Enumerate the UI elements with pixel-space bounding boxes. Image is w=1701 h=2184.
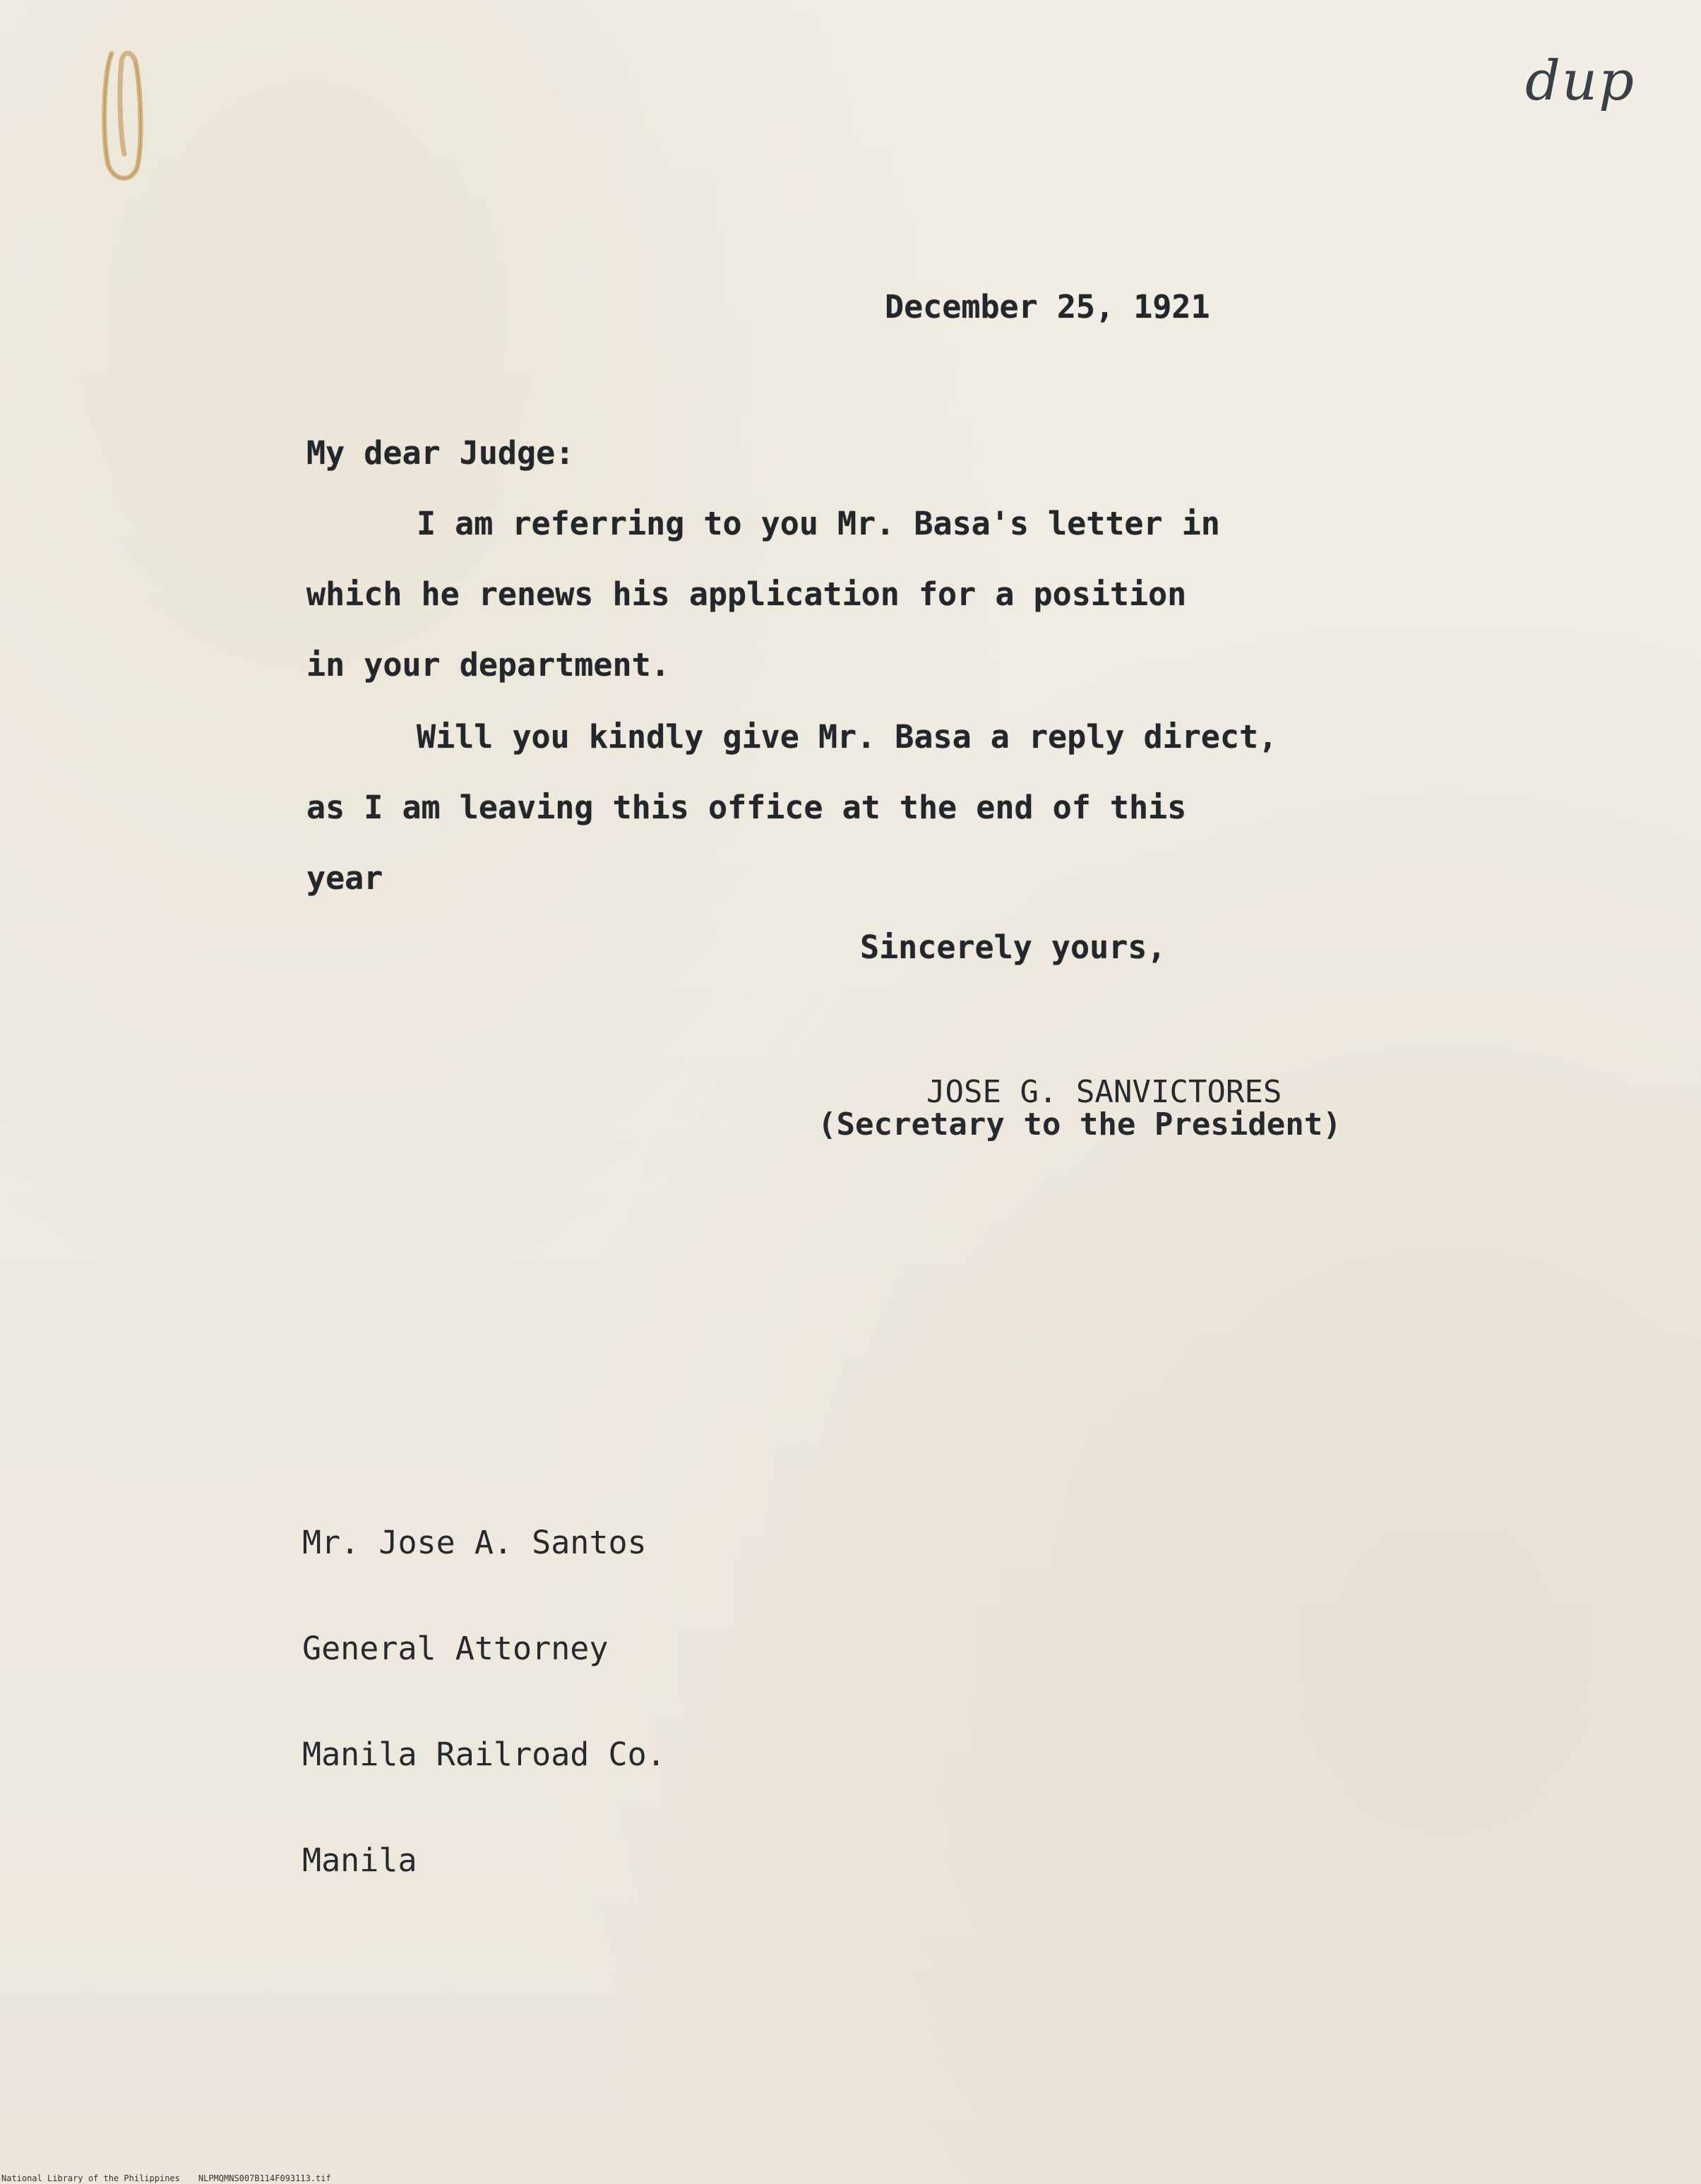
handwritten-note: dup (1525, 49, 1636, 113)
body-line: year (306, 859, 383, 897)
letter-date: December 25, 1921 (885, 288, 1210, 326)
address-line: Manila Railroad Co. (302, 1736, 666, 1773)
address-line: General Attorney (302, 1630, 609, 1667)
scan-footer (1, 2173, 350, 2183)
body-line: as I am leaving this office at the end of this (306, 789, 1187, 826)
salutation: My dear Judge: (306, 434, 575, 472)
address-line: Mr. Jose A. Santos (302, 1524, 647, 1561)
body-line: I am referring to you Mr. Basa's letter in (417, 505, 1220, 542)
footer-file: NLPMQMNS007B114F093113.tif (198, 2173, 331, 2183)
body-line: in your department. (306, 646, 670, 684)
signature-name: JOSE G. SANVICTORES (926, 1074, 1282, 1110)
recipient-address (302, 1455, 666, 1949)
paperclip-stain (97, 41, 148, 189)
body-line: Will you kindly give Mr. Basa a reply direct, (417, 718, 1278, 756)
closing: Sincerely yours, (860, 929, 1166, 966)
signature-title: (Secretary to the President) (818, 1106, 1342, 1142)
footer-library: National Library of the Philippines (1, 2173, 180, 2183)
address-line: Manila (302, 1842, 417, 1879)
body-line: which he renews his application for a position (306, 575, 1187, 613)
